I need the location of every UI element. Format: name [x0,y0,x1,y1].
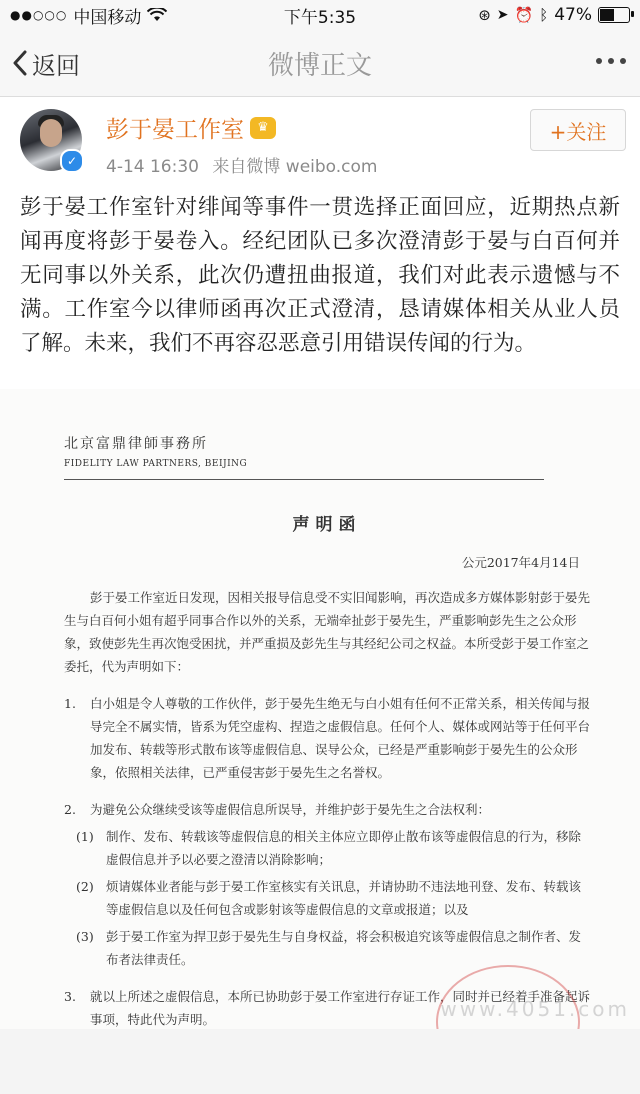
subitem-text: 制作、发布、转载该等虚假信息的相关主体应立即停止散布该等虚假信息的行为，移除虚假信息并予以必要之澄清以消除影响； [106,829,582,867]
more-options-icon[interactable] [596,58,626,64]
post-text: 彭于晏工作室针对绯闻等事件一贯选择正面回应，近期热点新闻再度将彭于晏卷入。经纪团队已多次澄清彭于晏与白百何并无同事以外关系，此次仍遭扭曲报道，我们对此表示遗憾与不满。工作室今以律师函再次正式澄清，恳请媒体相关从业人员了解。未来，我们不再容忍恶意引用错误传闻的行为。 [20,195,620,356]
carrier-label: 中国移动 [73,7,142,28]
subitem-number: (3) [76,929,94,944]
status-time: 下午5:35 [283,7,357,28]
avatar[interactable] [20,109,82,171]
signal-dots-icon: ●●○○○ [10,8,68,22]
firm-name: 北京富鼎律師事務所 [64,436,208,452]
page-title: 微博正文 [267,50,372,81]
letter-date: 公元2017年4月14日 [461,555,580,570]
weibo-post [0,97,640,1029]
letterhead-divider [64,479,544,480]
battery-percent: 47% [554,5,592,25]
item-text: 为避免公众继续受该等虚假信息所误导，并维护彭于晏先生之合法权利： [90,802,491,817]
follow-button[interactable]: +关注 [530,109,626,151]
letter-body [0,389,640,1029]
item-text: 就以上所述之虚假信息，本所已协助彭于晏工作室进行存证工作，同时并已经着手准备起诉事项，特此代为声明。 [90,989,591,1027]
item-number: 3. [64,989,76,1004]
item-number: 2. [64,802,76,817]
lock-rotation-icon: ⊛ [478,6,491,24]
author-name[interactable]: 彭于晏工作室 [106,117,244,143]
battery-fill [600,9,614,21]
watermark: www.4051.com [440,997,630,1021]
letter-intro: 彭于晏工作室近日发现，因相关报导信息受不实旧闻影响，再次造成多方媒体影射彭于晏先生与白百何小姐有超乎同事合作以外的关系，无端牵扯彭于晏先生，严重影响彭先生之公众形象，致使彭先生再次饱受困扰，并严重损及彭先生与其经纪公司之权益。本所受彭于晏工作室之委托，代为声明如下： [64,590,591,674]
battery-icon [598,7,630,23]
attached-image-legal-letter[interactable] [0,389,640,1029]
firm-name-en: FIDELITY LAW PARTNERS, BEIJING [64,459,248,469]
subitem-number: (2) [76,879,94,894]
author-header [0,97,640,187]
post-meta [106,152,378,177]
letter-item [64,798,590,821]
letter-title: 声明函 [292,515,362,535]
subitem-number: (1) [76,829,94,844]
vip-crown-icon: ♛ [250,117,276,139]
item-text: 白小姐是令人尊敬的工作伙伴，彭于晏先生绝无与白小姐有任何不正常关系，相关传闻与报导完全不属实情，皆系为凭空虚构、捏造之虚假信息。任何个人、媒体或网站等于任何平台加发布、转载等形式散布该等虚假信息、误导公众，已经是严重影响彭于晏先生的公众形象，依照相关法律，已严重侵害彭于晏先生之名誉权。 [90,696,591,780]
status-right [478,5,630,25]
subitem-text: 彭于晏工作室为捍卫彭于晏先生与自身权益，将会积极追究该等虚假信息之制作者、发布者法律责任。 [106,929,582,967]
location-icon: ➤ [496,7,509,23]
nav-bar [0,30,640,97]
back-label: 返回 [32,51,80,80]
chevron-left-icon [12,50,28,76]
back-button[interactable] [0,46,80,81]
letter-subitem [64,825,590,871]
letter-subitem [64,875,590,921]
status-left [10,3,167,28]
author-info [106,111,378,177]
wifi-icon [147,8,167,22]
post-source: 来自微博 weibo.com [212,157,378,177]
verified-badge-icon: ✓ [60,149,84,173]
letter-item [64,692,590,784]
author-name-row[interactable] [106,111,378,144]
item-number: 1. [64,696,76,711]
alarm-icon: ⏰ [514,6,534,24]
status-bar [0,0,640,30]
bluetooth-icon: ᛒ [539,6,549,24]
post-timestamp: 4-14 16:30 [106,157,199,177]
subitem-text: 烦请媒体业者能与彭于晏工作室核实有关讯息，并请协助不违法地刊登、发布、转载该等虚假信息以及任何包含或影射该等虚假信息的文章或报道；以及 [106,879,582,917]
